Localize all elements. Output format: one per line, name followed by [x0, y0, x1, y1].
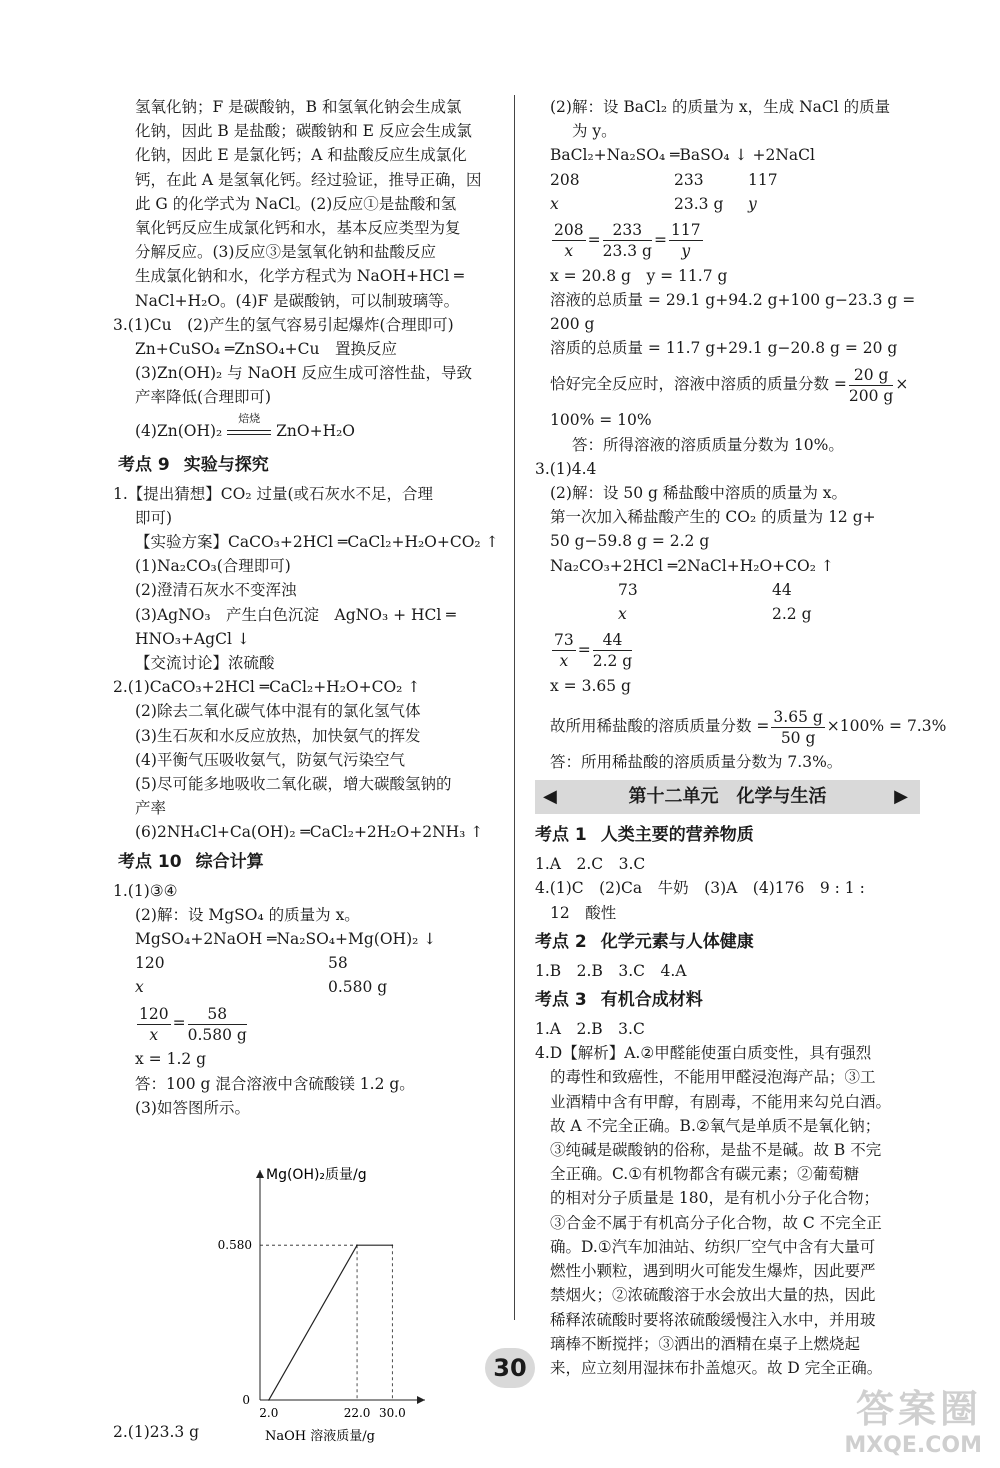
calc-value: y: [748, 194, 757, 213]
text-line: ③纯碱是碳酸钠的俗称，是盐不是碱。故 B 不完: [550, 1141, 882, 1160]
text-line: x = 3.65 g: [550, 676, 631, 695]
series-line: [269, 1245, 393, 1400]
column-divider: [514, 95, 515, 1320]
numerator: 233: [603, 220, 652, 241]
y-tick-label: 0.580: [217, 1238, 252, 1253]
fraction: [552, 220, 586, 261]
fraction: [593, 630, 633, 671]
text-line: 1.A 2.B 3.C: [535, 1020, 645, 1039]
numerator: 73: [554, 631, 574, 650]
section-heading-9: [118, 450, 498, 480]
text-line: 2.(1)CaCO₃+2HCl ═CaCl₂+H₂O+CO₂ ↑: [113, 678, 421, 697]
text-line: (2)澄清石灰水不变浑浊: [135, 581, 297, 600]
heading-title: 综合计算: [195, 851, 264, 872]
text-line: 生成氯化钠和水，化学方程式为 NaOH+HCl ═: [135, 267, 464, 286]
calc-value: 208: [550, 170, 580, 189]
text-line: 4.(1)C (2)Ca 牛奶 (3)A (4)176 9 : 1 :: [535, 879, 865, 898]
denominator: x: [149, 1025, 159, 1044]
watermark-logo: [792, 1378, 982, 1458]
origin-label: 0: [242, 1392, 250, 1407]
left-column: [113, 95, 498, 1444]
calc-value: 44: [772, 580, 792, 599]
text-line: 钙，在此 A 是氢氧化钙。经过验证，推导正确，因: [135, 170, 482, 189]
text-line: 答：所得溶液的溶质质量分数为 10%。: [572, 435, 844, 454]
section-heading-k3: [535, 985, 920, 1015]
denominator: 0.580 g: [187, 1025, 247, 1044]
text-line: x = 1.2 g: [135, 1050, 207, 1069]
proportion-equation: $\frac{208}{x}$ = $\frac{233}{23.3 g}$ = $\frac{117}{y}$: [554, 221, 701, 261]
text-line: 化钠，因此 E 是氯化钙；A 和盐酸反应生成氯化: [135, 146, 467, 165]
text-line: (6)2NH₄Cl+Ca(OH)₂ ═CaCl₂+2H₂O+2NH₃ ↑: [135, 823, 484, 842]
text-line: (5)尽可能多地吸收二氧化碳，增大碳酸氢钠的: [135, 775, 452, 794]
text-line: 1.(1)③④: [113, 881, 178, 900]
numerator: 58: [188, 1004, 247, 1025]
numerator: 117: [670, 221, 701, 240]
mass-fraction-equation: [550, 702, 947, 750]
text-line: 1.B 2.B 3.C 4.A: [535, 961, 687, 980]
reaction-condition: 焙烧: [238, 411, 261, 425]
mass-fraction-equation: [550, 360, 920, 408]
right-column: [535, 95, 947, 1380]
heading-title: 人类主要的营养物质: [600, 825, 754, 846]
text-line: 200 g: [550, 315, 595, 334]
text-line: HNO₃+AgCl ↓: [135, 629, 250, 648]
text-line: 氧化钙反应生成氯化钙和水，基本反应类型为复: [135, 219, 461, 238]
watermark-text: 答案圈: [855, 1387, 982, 1431]
fraction: [603, 220, 652, 261]
text-line: (3)Zn(OH)₂ 与 NaOH 反应生成可溶性盐，导致: [135, 364, 473, 383]
chart-svg: [113, 1120, 498, 1450]
text-line: 溶质的总质量 = 11.7 g+29.1 g−20.8 g = 20 g: [550, 339, 898, 358]
text-line: (1)Na₂CO₃(合理即可): [135, 557, 291, 576]
numerator: 3.65 g: [773, 707, 823, 726]
fraction: [669, 220, 703, 261]
section-heading-k1: [535, 820, 920, 850]
numerator: 120: [139, 1004, 169, 1023]
text-line: NaCl+H₂O。(4)F 是碳酸钠，可以制玻璃等。: [135, 291, 460, 310]
text-line: 3.(1)Cu (2)产生的氢气容易引起爆炸(合理即可): [113, 315, 454, 334]
section-10-content: [113, 879, 498, 1120]
text-line: BaCl₂+Na₂SO₄ ═BaSO₄ ↓ +2NaCl: [550, 146, 815, 165]
proportion-equation: $\frac{120}{x}$ = $\frac{58}{0.580 g}$: [139, 1004, 247, 1044]
text-line: 50 g−59.8 g = 2.2 g: [550, 532, 710, 551]
denominator: x: [564, 242, 574, 261]
triangle-right-icon: ▶: [894, 786, 908, 808]
text-line: 产率: [135, 799, 167, 818]
text-line: Na₂CO₃+2HCl ═2NaCl+H₂O+CO₂ ↑: [550, 556, 834, 575]
text-line: 为 y。: [572, 122, 617, 141]
heading-title: 化学元素与人体健康: [600, 931, 754, 952]
text-line: 氢氧化钠；F 是碳酸钠，B 和氢氧化钠会生成氯: [135, 98, 462, 116]
text-line: 此 G 的化学式为 NaCl。(2)反应①是盐酸和氢: [135, 194, 457, 213]
text-line: 化钠，因此 B 是盐酸；碳酸钠和 E 反应会生成氯: [135, 122, 472, 141]
calc-row: [550, 602, 920, 626]
page-number: 30: [485, 1348, 535, 1388]
calc-value: x: [135, 978, 144, 997]
section-9-content: [113, 482, 498, 845]
calc-value: x: [550, 194, 559, 213]
text-line: 的相对分子质量是 180，是有机小分子化合物；: [550, 1189, 880, 1208]
text-line: 禁烟火；②浓硫酸溶于水会放出大量的热，因此: [550, 1286, 876, 1305]
heading-title: 实验与探究: [183, 454, 269, 475]
answer-3: [113, 313, 498, 448]
heading-number: 考点 9: [118, 454, 170, 475]
calc-value: 120: [135, 954, 165, 973]
calc-value: 117: [748, 170, 778, 189]
text-line: 第一次加入稀盐酸产生的 CO₂ 的质量为 12 g+: [550, 508, 876, 527]
text-line: 稀释浓硫酸时要将浓硫酸缓慢注入水中，并用玻: [550, 1310, 876, 1329]
text-line: 100% = 10%: [550, 411, 652, 430]
x-tick-label: 30.0: [378, 1405, 406, 1420]
unit-title: 第十二单元 化学与生活: [628, 786, 827, 808]
denominator: 2.2 g: [592, 652, 633, 671]
equation-text: ×100% = 7.3%: [826, 717, 947, 736]
fraction: [188, 1004, 247, 1045]
text-line: 12 酸性: [550, 903, 617, 922]
text-line: 来，应立刻用湿抹布扑盖熄灭。故 D 完全正确。: [550, 1358, 883, 1377]
unit-banner: [535, 780, 920, 814]
text-line: 1.【提出猜想】CO₂ 过量(或石灰水不足，合理: [113, 484, 434, 503]
text-line: (3)如答图所示。: [135, 1098, 250, 1117]
triangle-left-icon: ◀: [543, 786, 557, 808]
numerator: 44: [593, 630, 633, 651]
equation-roast: [113, 411, 498, 448]
data-point: [268, 1399, 270, 1401]
text-line: (3)AgNO₃ 产生白色沉淀 AgNO₃ + HCl ═: [135, 605, 456, 624]
equation-left: (4)Zn(OH)₂: [135, 421, 223, 440]
text-line: 璃棒不断搅拌；③洒出的酒精在桌子上燃烧起: [550, 1334, 861, 1353]
denominator: 200 g: [848, 386, 894, 405]
fraction: [849, 365, 893, 406]
equation-text: 故所用稀盐酸的溶质质量分数 =: [550, 717, 770, 736]
calc-value: x: [618, 604, 627, 623]
calc-value: 23.3 g: [674, 194, 724, 213]
text-line: Zn+CuSO₄ ═ZnSO₄+Cu 置换反应: [135, 340, 398, 359]
text-line: 分解反应。(3)反应③是氢氧化钠和盐酸反应: [135, 243, 436, 262]
calc-row: [550, 192, 920, 216]
text-line: 业酒精中含有甲醇，有剧毒，不能用来勾兑白酒。: [550, 1092, 892, 1111]
text-line: 全正确。C.①有机物都含有碳元素；②葡萄糖: [550, 1165, 860, 1184]
denominator: x: [559, 652, 569, 671]
section-heading-10: [118, 847, 498, 877]
calc-row: [113, 975, 498, 999]
heading-number: 考点 1: [535, 825, 587, 846]
reaction-arrow: [227, 411, 271, 442]
fraction: [771, 707, 824, 748]
equation-text: ×: [895, 375, 909, 394]
answer-paragraph: [113, 95, 498, 313]
calc-value: 0.580 g: [328, 978, 388, 997]
numerator: 208: [554, 221, 584, 240]
y-axis-arrow: [256, 1170, 264, 1178]
x-axis-arrow: [417, 1396, 425, 1404]
denominator: y: [681, 242, 691, 261]
text-line: 2.(1)23.3 g: [113, 1422, 200, 1441]
text-line: MgSO₄+2NaOH ═Na₂SO₄+Mg(OH)₂ ↓: [135, 930, 437, 949]
calc-value: 58: [328, 954, 348, 973]
double-line: [227, 430, 271, 435]
heading-number: 考点 10: [118, 851, 182, 872]
y-axis-label: Mg(OH)₂质量/g: [266, 1166, 367, 1183]
section-heading-k2: [535, 927, 920, 957]
text-line: (2)解：设 MgSO₄ 的质量为 x。: [135, 905, 360, 924]
calc-value: 73: [618, 580, 638, 599]
equation-right: ZnO+H₂O: [276, 421, 356, 440]
text-line: 【实验方案】CaCO₃+2HCl ═CaCl₂+H₂O+CO₂ ↑: [135, 533, 499, 552]
x-axis-label: NaOH 溶液质量/g: [265, 1428, 375, 1444]
numerator: 20 g: [849, 365, 893, 386]
text-line: (2)解：设 50 g 稀盐酸中溶质的质量为 x。: [550, 484, 848, 503]
heading-number: 考点 2: [535, 931, 587, 952]
equation-text: 恰好完全反应时，溶液中溶质的质量分数 =: [550, 375, 847, 394]
x-tick-label: 22.0: [343, 1405, 371, 1420]
watermark-url: MXQE.COM: [844, 1433, 982, 1458]
denominator: 50 g: [780, 728, 816, 747]
text-line: 3.(1)4.4: [535, 459, 597, 478]
heading-number: 考点 3: [535, 990, 587, 1011]
text-line: 燃性小颗粒，遇到明火可能发生爆炸，因此要严: [550, 1262, 876, 1281]
text-line: 4.D【解析】A.②甲醛能使蛋白质变性，具有强烈: [535, 1044, 872, 1063]
x-tick-label: 2.0: [259, 1405, 279, 1420]
text-line: (4)平衡气压吸收氨气，防氨气污染空气: [135, 750, 405, 769]
text-line: 产率降低(合理即可): [135, 388, 272, 407]
fraction: [137, 1004, 171, 1045]
calc-row: [550, 168, 920, 192]
text-line: (2)解：设 BaCl₂ 的质量为 x，生成 NaCl 的质量: [550, 98, 891, 116]
text-line: 1.A 2.C 3.C: [535, 855, 646, 874]
denominator: 23.3 g: [602, 242, 652, 261]
calc-value: 233: [674, 170, 704, 189]
text-line: (3)生石灰和水反应放热，加快氨气的挥发: [135, 726, 421, 745]
calc-row: [550, 578, 920, 602]
text-line: 答：100 g 混合溶液中含硫酸镁 1.2 g。: [135, 1074, 415, 1093]
proportion-equation: $\frac{73}{x}$ = $\frac{44}{2.2 g}$: [554, 631, 633, 671]
text-line: 即可): [135, 508, 173, 527]
text-line: ③合金不属于有机高分子化合物，故 C 不完全正: [550, 1213, 882, 1232]
text-line: 溶液的总质量 = 29.1 g+94.2 g+100 g−23.3 g =: [550, 290, 916, 309]
calc-row: [113, 951, 498, 975]
text-line: 故 A 不完全正确。B.②氧气是单质不是氧化钠；: [550, 1116, 881, 1135]
answer-chart: [113, 1120, 498, 1450]
heading-title: 有机合成材料: [600, 990, 703, 1011]
fraction: [552, 630, 576, 671]
calc-value: 2.2 g: [772, 604, 812, 623]
text-line: 确。D.①汽车加油站、纺织厂空气中含有大量可: [550, 1237, 876, 1256]
text-line: x = 20.8 g y = 11.7 g: [550, 266, 728, 285]
text-line: 答：所用稀盐酸的溶质质量分数为 7.3%。: [550, 753, 843, 772]
text-line: (2)除去二氧化碳气体中混有的氯化氢气体: [135, 702, 421, 721]
text-line: 【交流讨论】浓硫酸: [135, 654, 275, 673]
text-line: 的毒性和致癌性，不能用甲醛浸泡海产品；③工: [550, 1068, 876, 1087]
